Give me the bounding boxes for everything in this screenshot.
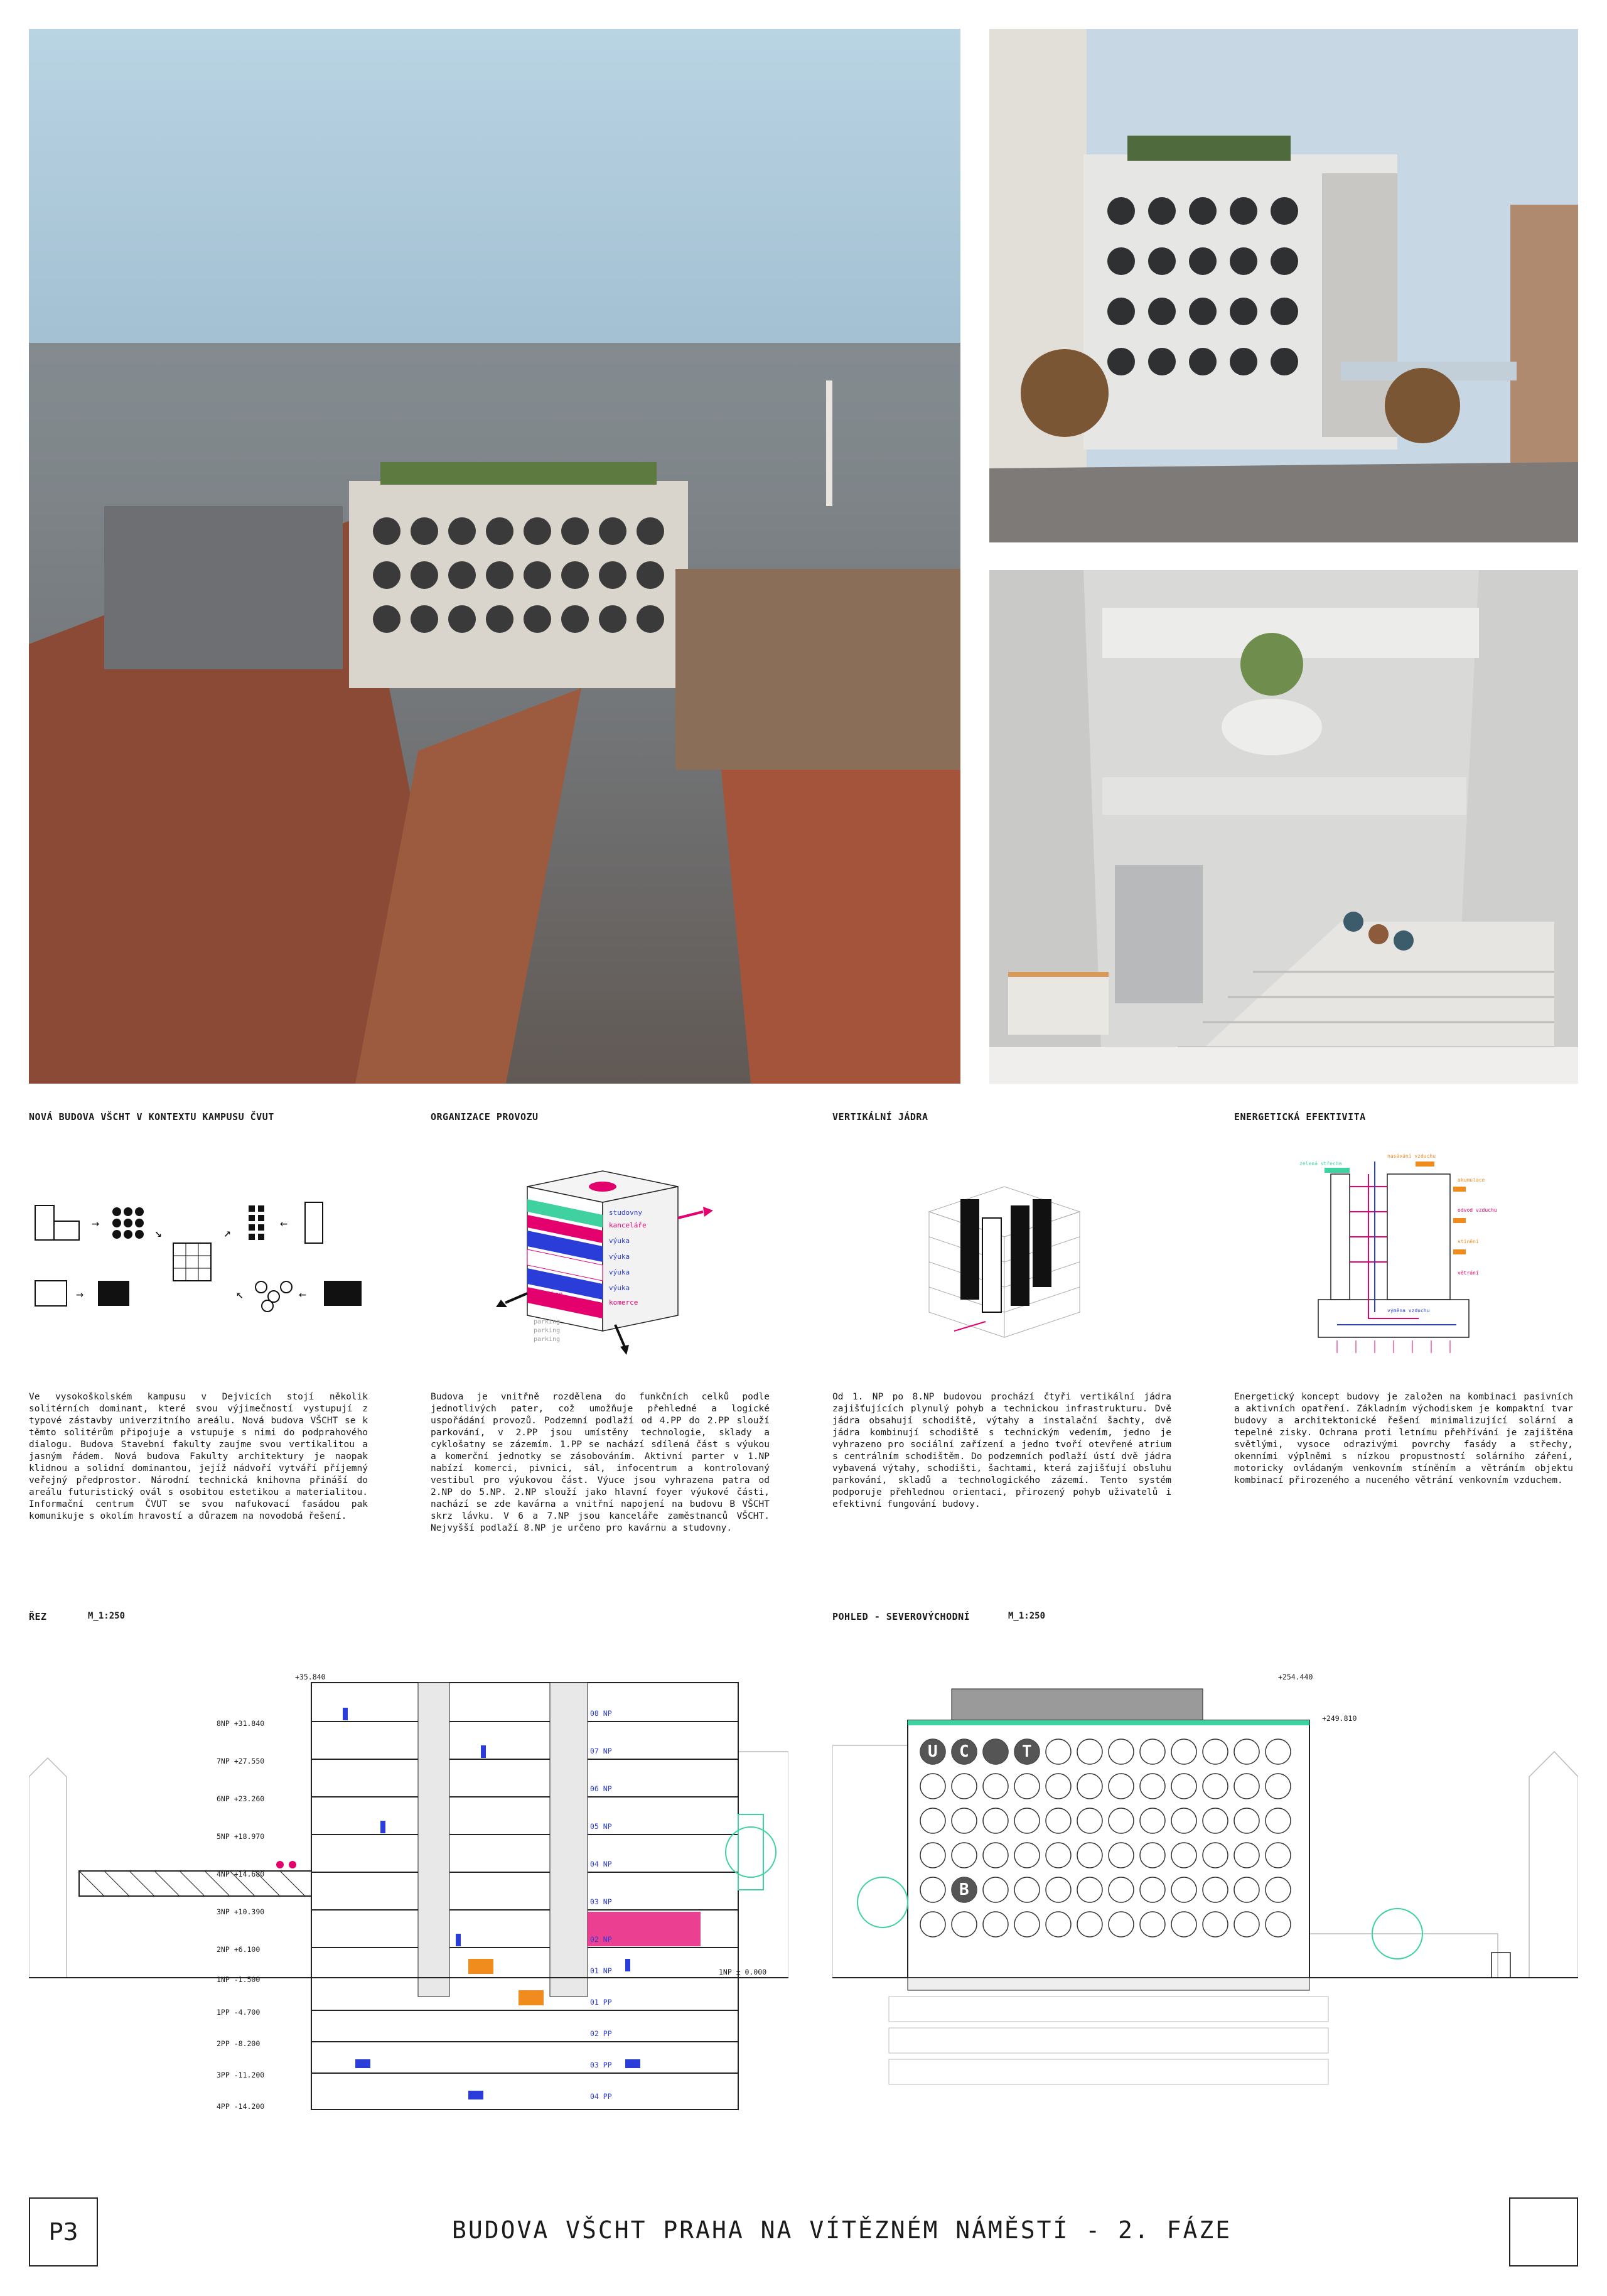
page-title: BUDOVA VŠCHT PRAHA NA VÍTĚZNÉM NÁMĚSTÍ - 2. FÁZE <box>452 2216 1232 2244</box>
facade-letter-b: B <box>959 1880 969 1899</box>
svg-text:komerce: komerce <box>609 1298 638 1307</box>
section-drawing <box>29 1664 788 2166</box>
core-label-02np: 02 NP <box>590 1935 612 1944</box>
context-diagram <box>29 1193 380 1325</box>
svg-text:kanceláře: kanceláře <box>609 1221 647 1229</box>
elevation-scale: M_1:250 <box>1008 1611 1046 1621</box>
svg-text:odvod vzduchu: odvod vzduchu <box>1458 1207 1497 1213</box>
facade-letter-t: T <box>1022 1742 1032 1761</box>
elevation-drawing-image <box>832 1664 1578 2166</box>
page-code: P3 <box>48 2218 78 2246</box>
section-drawing-image <box>29 1664 788 2166</box>
level-label: 1PP <box>217 2008 230 2017</box>
core-label-03pp: 03 PP <box>590 2061 612 2069</box>
svg-text:→: → <box>92 1215 100 1231</box>
level-label: 3NP <box>217 1907 230 1916</box>
level-elevation: +31.840 <box>234 1719 265 1728</box>
core-label-05np: 05 NP <box>590 1822 612 1831</box>
level-elevation: +14.680 <box>234 1870 265 1878</box>
street-render-image <box>989 29 1578 542</box>
interior-render-image <box>989 570 1578 1084</box>
level-4np <box>217 1870 264 1878</box>
level-1np <box>217 1975 260 1984</box>
cores-heading: VERTIKÁLNÍ JÁDRA <box>832 1111 928 1123</box>
campus-solitaires-diagram <box>29 1193 380 1325</box>
level-elevation: -4.700 <box>234 2008 261 2017</box>
core-label-08np: 08 NP <box>590 1709 612 1718</box>
interior-render <box>989 570 1578 1084</box>
svg-text:↘: ↘ <box>154 1225 163 1240</box>
level-label: 1NP <box>217 1975 230 1984</box>
section-top-elevation: +35.840 <box>295 1673 326 1681</box>
level-label: 3PP <box>217 2071 230 2079</box>
level-3np <box>217 1907 264 1916</box>
svg-text:parking: parking <box>534 1327 561 1334</box>
organization-text: Budova je vnitřně rozdělena do funkčních celků podle jednotlivých pater, což umožňuje přehledné a logické uspořádání provozů. Podzemní podlaží od 4.PP do 2.PP slouží parkování, v 2.PP jsou umístěny technologie, sklady a cyklošatny se zázemím. 1.PP se nachází sdílená část s výukou a komerční jednotky se zásobováním. Aktivní parter v 1.NP nabízí komerci, pivnici, sál, infocentrum a kontrolovaný vestibul pro výukovou část. Výuce jsou vyhrazena patra od 2.NP do 5.NP. 2.NP slouží jako hlavní foyer výukové části, nachází se zde kavárna a vnitřní napojení na budovu B VŠCHT skrz lávku. V 6 a 7.NP jsou kanceláře zaměstnanců VŠCHT. Nejvyšší podlaží 8.NP je určeno pro kavárnu a studovny. <box>431 1392 770 1533</box>
level-label: 5NP <box>217 1832 230 1841</box>
svg-text:výuka: výuka <box>609 1268 630 1276</box>
svg-text:↖: ↖ <box>236 1286 244 1302</box>
level-elevation: -11.200 <box>234 2071 265 2079</box>
facade-letter-u: U <box>928 1742 938 1761</box>
svg-text:nasávání vzduchu: nasávání vzduchu <box>1387 1153 1436 1159</box>
svg-text:zelená střecha: zelená střecha <box>1299 1161 1342 1167</box>
level-label: 4NP <box>217 1870 230 1878</box>
logo-box <box>1509 2197 1578 2266</box>
svg-text:výuka: výuka <box>609 1237 630 1245</box>
energy-heading: ENERGETICKÁ EFEKTIVITA <box>1234 1111 1366 1123</box>
level-label: 6NP <box>217 1794 230 1803</box>
section-title: ŘEZ <box>29 1611 47 1622</box>
level-2np <box>217 1945 260 1954</box>
core-label-02pp: 02 PP <box>590 2029 612 2038</box>
level-elevation: +6.100 <box>234 1945 261 1954</box>
svg-text:←: ← <box>280 1215 288 1231</box>
level-elevation: +23.260 <box>234 1794 265 1803</box>
context-heading: NOVÁ BUDOVA VŠCHT V KONTEXTU KAMPUSU ČVUT <box>29 1111 274 1123</box>
elevation-drawing <box>832 1664 1578 2166</box>
svg-text:pivnice: pivnice <box>534 1290 563 1298</box>
vertical-cores-diagram <box>916 1174 1092 1350</box>
elevation-title: POHLED - SEVEROVÝCHODNÍ <box>832 1611 970 1622</box>
svg-text:→: → <box>76 1286 84 1302</box>
level-5np <box>217 1832 264 1841</box>
svg-text:↗: ↗ <box>223 1225 232 1240</box>
level-6np <box>217 1794 264 1803</box>
svg-text:studovny: studovny <box>609 1209 642 1217</box>
level-label: 2NP <box>217 1945 230 1954</box>
core-label-04np: 04 NP <box>590 1860 612 1868</box>
energy-text: Energetický koncept budovy je založen na kombinaci pasivních a aktivních opatření. Základním východiskem je kompaktní tvar budovy a architektonické řešení minimalizující solární a tepelné zisky. Ochrana proti letnímu přehřívání je zajištěna světlými, vysoce odrazivými povrchy fasády a střechy, okenními výplněmi s nízkou propustností solárního záření, motoricky ovládaným venkovním stíněním a větráním objektu kombinací přirozeného a nuceného větrání venkovním vzduchem. <box>1234 1392 1573 1485</box>
ground-level-label: 1NP ± 0.000 <box>719 1968 767 1976</box>
context-text: Ve vysokoškolském kampusu v Dejvicích stojí několik solitérních dominant, které svou výjimečností vystupují z typové zástavby univerzitního areálu. Nová budova VŠCHT se k těmto solitérům připojuje a vstupuje s nimi do podprahového dialogu. Budova Stavební fakulty zaujme svou vertikalitou a jasným řádem. Nová budova Fakulty architektury je naopak klidnou a solidní dominantou, jejíž nádvoří vytváří příjemný veřejný předprostor. Národní technická knihovna přináší do areálu futuristický ovál s osobitou estetikou a materialitou. Informační centrum ČVUT se svou nafukovací fasádou pak komunikuje s okolím hravostí a důrazem na novodobá řešení. <box>29 1392 368 1521</box>
svg-text:výuka: výuka <box>609 1284 630 1292</box>
level-label: 7NP <box>217 1757 230 1765</box>
level-elevation: +10.390 <box>234 1907 265 1916</box>
level-label: 2PP <box>217 2039 230 2048</box>
core-label-07np: 07 NP <box>590 1747 612 1755</box>
energy-concept-diagram <box>1293 1149 1519 1356</box>
svg-text:akumulace: akumulace <box>1458 1177 1485 1183</box>
level-8np <box>217 1719 264 1728</box>
svg-text:parking: parking <box>534 1336 561 1343</box>
elevation-second-elevation: +249.810 <box>1322 1714 1357 1723</box>
aerial-render-image <box>29 29 960 1084</box>
level-2pp <box>217 2039 260 2048</box>
svg-text:←: ← <box>299 1286 307 1302</box>
street-render <box>989 29 1578 542</box>
level-label: 4PP <box>217 2102 230 2111</box>
facade-letter-c: C <box>959 1742 969 1761</box>
svg-text:větrání: větrání <box>1458 1270 1479 1276</box>
level-elevation: +27.550 <box>234 1757 265 1765</box>
core-label-06np: 06 NP <box>590 1784 612 1793</box>
level-elevation: -14.200 <box>234 2102 265 2111</box>
energy-diagram <box>1293 1149 1519 1356</box>
level-4pp <box>217 2102 264 2111</box>
aerial-render <box>29 29 960 1084</box>
core-label-01np: 01 NP <box>590 1966 612 1975</box>
elevation-top-elevation: +254.440 <box>1278 1673 1313 1681</box>
organization-heading: ORGANIZACE PROVOZU <box>431 1111 539 1123</box>
svg-text:výměna vzduchu: výměna vzduchu <box>1387 1308 1430 1313</box>
level-3pp <box>217 2071 264 2079</box>
level-label: 8NP <box>217 1719 230 1728</box>
cores-text: Od 1. NP po 8.NP budovou prochází čtyři vertikální jádra zajišťujících plynulý pohyb a technickou infrastrukturu. Dvě jádra obsahují schodiště, výtahy a instalační šachty, dvě jádra kombinují schodiště s technickým vedením, jedno je vyhrazeno pro sociální zařízení a jedno tvoří otevřené atrium s centrálním schodištěm. Do podzemních podlaží ústí dvě jádra vybavená výtahy, schodišti, šachtami, která zajišťují obsluhu parkování, skladů a technologického zázemí. Tento systém podporuje přehlednou orientaci, přirozený pohyb uživatelů i efektivní fungování budovy. <box>832 1392 1171 1509</box>
svg-text:stínění: stínění <box>1458 1239 1479 1244</box>
level-1pp <box>217 2008 260 2017</box>
organization-diagram <box>490 1168 716 1356</box>
cores-diagram <box>916 1174 1092 1350</box>
level-7np <box>217 1757 264 1765</box>
svg-text:výuka: výuka <box>609 1253 630 1261</box>
core-label-04pp: 04 PP <box>590 2092 612 2101</box>
core-label-01pp: 01 PP <box>590 1998 612 2007</box>
function-stack-diagram <box>490 1168 716 1356</box>
svg-text:parking: parking <box>534 1318 561 1325</box>
level-elevation: +18.970 <box>234 1832 265 1841</box>
core-label-03np: 03 NP <box>590 1897 612 1906</box>
level-elevation: -8.200 <box>234 2039 261 2048</box>
level-elevation: -1.500 <box>234 1975 261 1984</box>
section-scale: M_1:250 <box>88 1611 126 1621</box>
